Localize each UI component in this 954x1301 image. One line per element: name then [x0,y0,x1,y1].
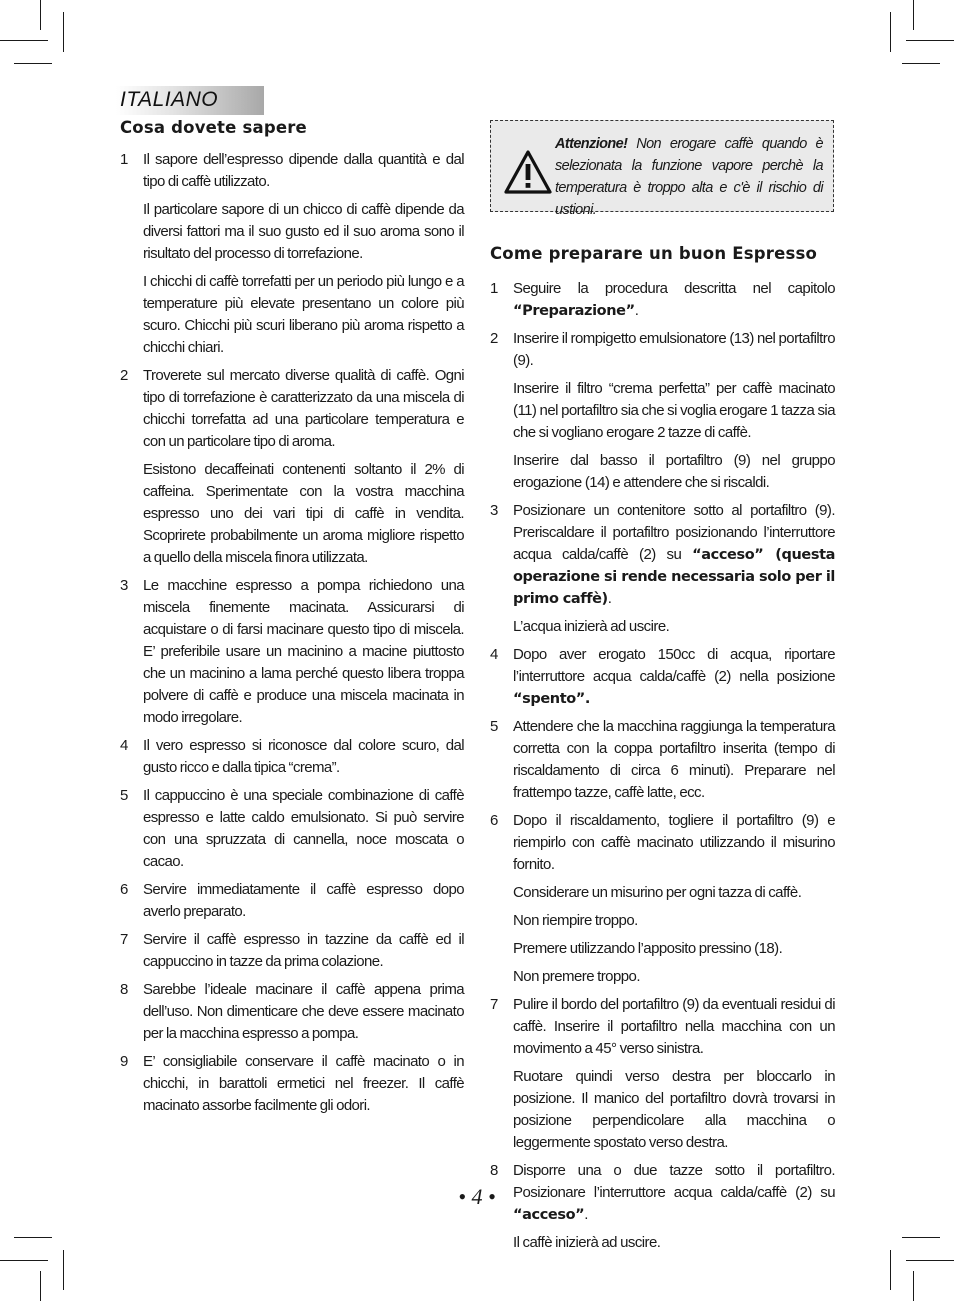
text-run: Considerare un misurino per ogni tazza di caffè. [513,884,802,901]
paragraph [513,882,835,904]
paragraph [513,1232,835,1254]
paragraph [513,450,835,494]
crop-mark [906,1260,954,1261]
section-title-come-preparare: Come preparare un buon Espresso [490,244,818,263]
right-column [490,118,835,1251]
crop-mark [906,40,954,41]
paragraph: Sarebbe l’ideale macinare il caffè appena prima dell’uso. Non dimenticare che deve essere macinato per la macchina espresso a pompa. [143,981,464,1042]
page-number: • 4 • [458,1184,496,1209]
paragraph [513,328,835,372]
paragraph: Esistono decaffeinati contenenti soltanto il 2% di caffeina. Sperimentate con la vostra macchina espresso uno dei vari tipi di caffè in vendita. Scoprirete probabilmente un aroma migliore rispetto a quello della miscela finora utilizzata. [143,461,464,566]
text-run: Non riempire troppo. [513,912,638,929]
paragraph [513,966,835,988]
list-item [120,735,464,779]
crop-mark [63,12,64,52]
paragraph: Il particolare sapore di un chicco di caffè dipende da diversi fattori ma il suo gusto ed il suo aroma sono il risultato del processo di torrefazione. [143,201,464,262]
step-item [490,810,835,988]
text-run: Inserire il filtro “crema perfetta” per caffè macinato (11) nel portafiltro sia che si voglia erogare 1 tazza sia che si vogliano erogare 2 tazze di caffè. [513,380,835,441]
text-run: Ruotare quindi verso destra per bloccarlo in posizione. Il manico del portafiltro dovrà trovarsi in posizione perpendicolare alla macchina o leggermente spostato verso destra. [513,1068,835,1151]
crop-mark [63,1250,64,1290]
list-item [120,575,464,729]
step-item [490,716,835,804]
steps-list [490,278,835,1260]
text-run: Seguire la procedura descritta nel capitolo [513,280,835,297]
text-run: Non premere troppo. [513,968,640,985]
item-number: 8 [120,981,129,998]
list-item [120,979,464,1045]
paragraph [513,910,835,932]
crop-mark [890,12,891,52]
list-item [120,1051,464,1117]
paragraph: Il sapore dell’espresso dipende dalla quantità e dal tipo di caffè utilizzato. [143,151,464,190]
paragraph: Le macchine espresso a pompa richiedono una miscela finemente macinata. Assicurarsi di acquistare o di farsi macinare questo tipo di miscela. E’ preferibile usare un macinino a macine piuttosto che un macinino a lama perché questo libera troppa polvere di caffè e produce una miscela macinata in modo irregolare. [143,577,464,726]
crop-mark [913,1271,914,1301]
text-run: Inserire dal basso il portafiltro (9) nel gruppo erogazione (14) e attendere che si riscaldi. [513,452,835,491]
crop-mark [902,1237,940,1238]
step-number: 4 [490,646,499,663]
step-item [490,644,835,710]
warning-body: Non erogare caffè quando è selezionata la funzione vapore perchè la temperatura è troppo alta e c'è il rischio di ustioni. [555,136,823,218]
text-run: Pulire il bordo del portafiltro (9) da eventuali residui di caffè. Inserire il portafiltro nella macchina con un movimento a 45° verso sinistra. [513,996,835,1057]
list-item [120,929,464,973]
paragraph: Servire il caffè espresso in tazzine da caffè ed il cappuccino in tazze da prima colazione. [143,931,464,970]
list-item [120,149,464,359]
step-number: 8 [490,1162,499,1179]
list-item [120,785,464,873]
text-run: L’acqua inizierà ad uscire. [513,618,670,635]
paragraph [513,994,835,1060]
item-number: 7 [120,931,129,948]
text-run: Premere utilizzando l’apposito pressino (18). [513,940,783,957]
crop-mark [14,63,52,64]
text-run: Attendere che la macchina raggiunga la temperatura corretta con la coppa portafiltro inserita (tempo di riscaldamento di circa 6 minuti). Preparare nel frattempo tazze, caffè latte, ecc. [513,718,835,801]
item-number: 1 [120,151,129,168]
paragraph: Il vero espresso si riconosce dal colore scuro, dal gusto ricco e dalla tipica “crema”. [143,737,464,776]
paragraph: Troverete sul mercato diverse qualità di caffè. Ogni tipo di torrefazione è caratterizzato da una miscela di chicchi torrefatta ad una particolare temperatura e con un particolare tipo di aroma. [143,367,464,450]
paragraph [513,278,835,322]
item-number: 6 [120,881,129,898]
text-run: Disporre una o due tazze sotto il portafiltro. Posizionare l’interruttore acqua calda/caffè (2) su [513,1162,835,1201]
text-run: Dopo il riscaldamento, togliere il portafiltro (9) e riempirlo con caffè macinato utilizzando il misurino fornito. [513,812,835,873]
language-tab [116,86,264,115]
text-run: Inserire il rompigetto emulsionatore (13) nel portafiltro (9). [513,330,835,369]
step-number: 7 [490,996,499,1013]
paragraph [513,810,835,876]
list-item [120,879,464,923]
bold-text: “acceso” (questa operazione si rende necessaria solo per il primo caffè) [513,547,835,607]
step-number: 5 [490,718,499,735]
text-run: . [634,302,639,319]
paragraph [513,378,835,444]
list-item [120,365,464,569]
crop-mark [14,1237,52,1238]
paragraph: I chicchi di caffè torrefatti per un periodo più lungo e a temperature più elevate presentano un colore più scuro. Chicchi più scuri liberano più aroma rispetto a chicchi chiari. [143,273,464,356]
item-number: 2 [120,367,129,384]
text-run: . [584,1206,588,1223]
crop-mark [890,1250,891,1290]
bold-text: “acceso” [513,1207,585,1223]
step-number: 3 [490,502,499,519]
item-number: 3 [120,577,129,594]
bold-text: “spento”. [513,691,591,707]
paragraph [513,616,835,638]
crop-mark [40,1271,41,1301]
step-item [490,328,835,494]
left-column [120,118,464,1123]
paragraph: Servire immediatamente il caffè espresso dopo averlo preparato. [143,881,464,920]
paragraph [513,1066,835,1154]
step-number: 1 [490,280,499,297]
crop-mark [902,63,940,64]
section-title-cosa-dovete-sapere: Cosa dovete sapere [120,118,307,137]
step-item [490,278,835,322]
step-number: 2 [490,330,499,347]
crop-mark [0,40,48,41]
paragraph [513,938,835,960]
crop-mark [40,0,41,30]
language-label: ITALIANO [120,88,219,111]
step-item [490,500,835,638]
paragraph [513,500,835,610]
bold-text: “Preparazione” [513,303,635,319]
step-number: 6 [490,812,499,829]
tips-list [120,149,464,1117]
crop-mark [0,1260,48,1261]
paragraph [513,644,835,710]
paragraph: Il cappuccino è una speciale combinazione di caffè espresso e latte caldo emulsionato. Si può servire con una spruzzata di cannella, noce moscata o cacao. [143,787,464,870]
text-run: Dopo aver erogato 150cc di acqua, riportare l’interruttore acqua calda/caffè (2) nella posizione [513,646,835,685]
paragraph [513,716,835,804]
warning-bold: Attenzione! [555,136,628,152]
text-run: . [607,590,612,607]
crop-mark [913,0,914,30]
step-item [490,994,835,1154]
item-number: 5 [120,787,129,804]
item-number: 9 [120,1053,129,1070]
text-run: Posizionare un contenitore sotto al portafiltro (9). Preriscaldare il portafiltro posizionando l’interruttore acqua calda/caffè (2) su [513,502,835,563]
text-run: Il caffè inizierà ad uscire. [513,1234,661,1251]
item-number: 4 [120,737,129,754]
paragraph: E’ consigliabile conservare il caffè macinato o in chicchi, in barattoli ermetici nel freezer. Il caffè macinato assorbe facilmente gli odori. [143,1053,464,1114]
